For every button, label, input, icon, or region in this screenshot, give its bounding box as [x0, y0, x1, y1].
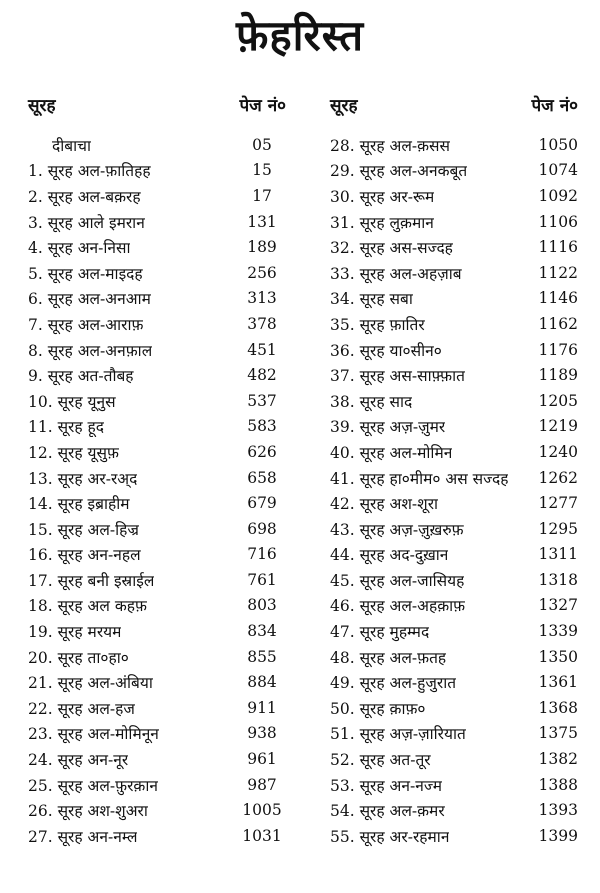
list-item — [330, 158, 578, 184]
page-number: 15 — [252, 161, 272, 180]
list-item — [330, 593, 578, 619]
surah-name: 26. सूरह अश-शुअरा — [28, 802, 148, 821]
surah-name: 11. सूरह हूद — [28, 418, 105, 437]
surah-header-label: सूरह — [330, 95, 358, 116]
surah-name: 32. सूरह अस-सज्दह — [330, 239, 453, 258]
page-number: 911 — [247, 698, 277, 717]
list-item — [330, 567, 578, 593]
list-item — [330, 311, 578, 337]
surah-name: 2. सूरह अल-बक़रह — [28, 187, 141, 206]
right-list — [330, 132, 578, 849]
page-number: 803 — [247, 596, 277, 615]
page-number: 855 — [247, 647, 277, 666]
surah-name: 14. सूरह इब्राहीम — [28, 495, 130, 514]
surah-name: 1. सूरह अल-फ़ातिहह — [28, 162, 151, 181]
list-item — [28, 158, 286, 184]
list-item — [330, 286, 578, 312]
list-item — [330, 516, 578, 542]
surah-name: 45. सूरह अल-जासियह — [330, 571, 465, 590]
page-number: 658 — [247, 468, 277, 487]
list-item — [330, 337, 578, 363]
list-item — [330, 414, 578, 440]
page-number: 1005 — [242, 801, 282, 820]
column-header — [330, 92, 578, 116]
list-item — [28, 388, 286, 414]
surah-name: 21. सूरह अल-अंबिया — [28, 674, 153, 693]
surah-name: 28. सूरह अल-क़सस — [330, 136, 451, 155]
page-number: 679 — [247, 494, 277, 513]
page-number: 1327 — [538, 596, 578, 615]
page-number: 1393 — [538, 801, 578, 820]
page-number: 834 — [247, 622, 277, 641]
list-item — [330, 362, 578, 388]
list-item — [330, 260, 578, 286]
surah-name: 30. सूरह अर-रूम — [330, 187, 435, 206]
list-item — [28, 823, 286, 849]
list-item — [28, 439, 286, 465]
list-item — [330, 618, 578, 644]
surah-name: 18. सूरह अल कहफ़ — [28, 597, 147, 616]
list-item — [28, 465, 286, 491]
surah-name: 39. सूरह अज़-ज़ुमर — [330, 418, 446, 437]
list-item — [330, 644, 578, 670]
page-number: 1262 — [538, 468, 578, 487]
page-number: 716 — [247, 545, 277, 564]
page-number-header-label: पेज नं० — [239, 95, 286, 116]
list-item — [28, 746, 286, 772]
list-item — [28, 695, 286, 721]
surah-header-label: सूरह — [28, 95, 56, 116]
list-item — [28, 414, 286, 440]
list-item — [28, 669, 286, 695]
list-item — [28, 490, 286, 516]
list-item — [330, 388, 578, 414]
page-number: 1368 — [538, 698, 578, 717]
list-item — [330, 465, 578, 491]
surah-name: 3. सूरह आले इमरान — [28, 213, 145, 232]
page-number: 1240 — [538, 442, 578, 461]
surah-name: दीबाचा — [52, 136, 91, 155]
list-item — [330, 721, 578, 747]
list-item — [330, 746, 578, 772]
page-number: 1092 — [538, 186, 578, 205]
left-column — [28, 92, 286, 849]
surah-name: 7. सूरह अल-आराफ़ — [28, 315, 144, 334]
list-item — [330, 490, 578, 516]
list-item — [28, 618, 286, 644]
page-number: 1106 — [538, 212, 578, 231]
page-number: 1350 — [538, 647, 578, 666]
page-title: फ़ेहरिस्त — [235, 11, 365, 60]
list-item — [28, 286, 286, 312]
list-item — [330, 772, 578, 798]
surah-name: 44. सूरह अद-दुख़ान — [330, 546, 449, 565]
page-number: 313 — [247, 289, 277, 308]
list-item — [330, 439, 578, 465]
page-number: 537 — [247, 391, 277, 410]
page-number: 189 — [247, 238, 277, 257]
surah-name: 53. सूरह अन-नज्म — [330, 776, 442, 795]
surah-name: 41. सूरह हा०मीम० अस सज्दह — [330, 469, 509, 488]
surah-name: 48. सूरह अल-फ़तह — [330, 648, 447, 667]
surah-name: 47. सूरह मुहम्मद — [330, 623, 430, 642]
page-number: 1050 — [538, 135, 578, 154]
surah-name: 25. सूरह अल-फ़ुरक़ान — [28, 776, 158, 795]
page-number: 378 — [247, 314, 277, 333]
list-item — [28, 209, 286, 235]
list-item — [28, 644, 286, 670]
surah-name: 13. सूरह अर-रअ्द — [28, 469, 138, 488]
surah-name: 15. सूरह अल-हिज्र — [28, 520, 139, 539]
surah-name: 19. सूरह मरयम — [28, 623, 122, 642]
list-item — [28, 183, 286, 209]
list-item — [330, 695, 578, 721]
page-number: 1176 — [538, 340, 578, 359]
page-number: 05 — [252, 135, 272, 154]
page-number: 987 — [247, 775, 277, 794]
page-number: 1318 — [538, 570, 578, 589]
list-item — [28, 132, 286, 158]
column-header — [28, 92, 286, 116]
page-number: 626 — [247, 442, 277, 461]
page-number: 1074 — [538, 161, 578, 180]
page-number: 1311 — [538, 545, 578, 564]
surah-name: 37. सूरह अस-साफ़्फ़ात — [330, 367, 465, 386]
page-number: 938 — [247, 724, 277, 743]
surah-name: 29. सूरह अल-अनकबूत — [330, 162, 468, 181]
surah-name: 42. सूरह अश-शूरा — [330, 495, 439, 514]
page-number: 1146 — [538, 289, 578, 308]
surah-name: 24. सूरह अन-नूर — [28, 751, 129, 770]
surah-name: 34. सूरह सबा — [330, 290, 413, 309]
surah-name: 20. सूरह ता०हा० — [28, 648, 129, 667]
list-item — [28, 542, 286, 568]
surah-name: 8. सूरह अल-अनफ़ाल — [28, 341, 153, 360]
page-number: 698 — [247, 519, 277, 538]
surah-name: 35. सूरह फ़ातिर — [330, 315, 425, 334]
list-item — [28, 721, 286, 747]
surah-name: 12. सूरह यूसुफ़ — [28, 443, 119, 462]
list-item — [330, 183, 578, 209]
page-number: 961 — [247, 750, 277, 769]
surah-name: 38. सूरह साद — [330, 392, 413, 411]
page-number: 482 — [247, 366, 277, 385]
page-number: 1031 — [242, 826, 282, 845]
surah-name: 55. सूरह अर-रहमान — [330, 827, 450, 846]
surah-name: 9. सूरह अत-तौबह — [28, 367, 134, 386]
surah-name: 46. सूरह अल-अहक़ाफ़ — [330, 597, 466, 616]
left-list — [28, 132, 286, 849]
surah-name: 16. सूरह अन-नहल — [28, 546, 141, 565]
list-item — [28, 337, 286, 363]
surah-name: 22. सूरह अल-हज — [28, 699, 135, 718]
list-item — [28, 567, 286, 593]
page-number: 761 — [247, 570, 277, 589]
surah-name: 36. सूरह या०सीन० — [330, 341, 442, 360]
list-item — [28, 234, 286, 260]
surah-name: 31. सूरह लुक़मान — [330, 213, 434, 232]
surah-name: 51. सूरह अज़-ज़ारियात — [330, 725, 466, 744]
surah-name: 27. सूरह अन-नम्ल — [28, 827, 138, 846]
page-number: 1189 — [538, 366, 578, 385]
page-number: 1339 — [538, 622, 578, 641]
page-number: 1375 — [538, 724, 578, 743]
surah-name: 5. सूरह अल-माइदह — [28, 264, 143, 283]
surah-name: 23. सूरह अल-मोमिनून — [28, 725, 159, 744]
list-item — [330, 823, 578, 849]
list-item — [28, 593, 286, 619]
list-item — [28, 362, 286, 388]
page-number: 1388 — [538, 775, 578, 794]
page-number: 1399 — [538, 826, 578, 845]
page-number: 1122 — [538, 263, 578, 282]
list-item — [330, 132, 578, 158]
surah-name: 49. सूरह अल-हुजुरात — [330, 674, 457, 693]
surah-name: 54. सूरह अल-क़मर — [330, 802, 445, 821]
list-item — [28, 797, 286, 823]
list-item — [28, 260, 286, 286]
surah-name: 50. सूरह क़ाफ़० — [330, 699, 426, 718]
page-number: 131 — [247, 212, 277, 231]
surah-name: 52. सूरह अत-तूर — [330, 751, 431, 770]
surah-name: 6. सूरह अल-अनआम — [28, 290, 151, 309]
surah-name: 4. सूरह अन-निसा — [28, 239, 131, 258]
page-number: 583 — [247, 417, 277, 436]
list-item — [330, 209, 578, 235]
page-number: 884 — [247, 673, 277, 692]
page-number: 1361 — [538, 673, 578, 692]
surah-name: 10. सूरह यूनुस — [28, 392, 116, 411]
list-item — [28, 311, 286, 337]
surah-name: 40. सूरह अल-मोमिन — [330, 443, 453, 462]
surah-name: 17. सूरह बनी इस्राईल — [28, 571, 155, 590]
page-number-header-label: पेज नं० — [531, 95, 578, 116]
list-item — [28, 772, 286, 798]
surah-name: 43. सूरह अज़-ज़ुख़रुफ़ — [330, 520, 464, 539]
page-number: 1219 — [538, 417, 578, 436]
page-number: 451 — [247, 340, 277, 359]
page-number: 1205 — [538, 391, 578, 410]
page-number: 1162 — [538, 314, 578, 333]
page-number: 17 — [252, 186, 272, 205]
list-item — [330, 234, 578, 260]
page-number: 1382 — [538, 750, 578, 769]
list-item — [330, 542, 578, 568]
surah-name: 33. सूरह अल-अहज़ाब — [330, 264, 462, 283]
page-number: 256 — [247, 263, 277, 282]
list-item — [330, 797, 578, 823]
page-number: 1116 — [538, 238, 578, 257]
list-item — [28, 516, 286, 542]
page-number: 1295 — [538, 519, 578, 538]
page-number: 1277 — [538, 494, 578, 513]
right-column — [330, 92, 578, 849]
list-item — [330, 669, 578, 695]
